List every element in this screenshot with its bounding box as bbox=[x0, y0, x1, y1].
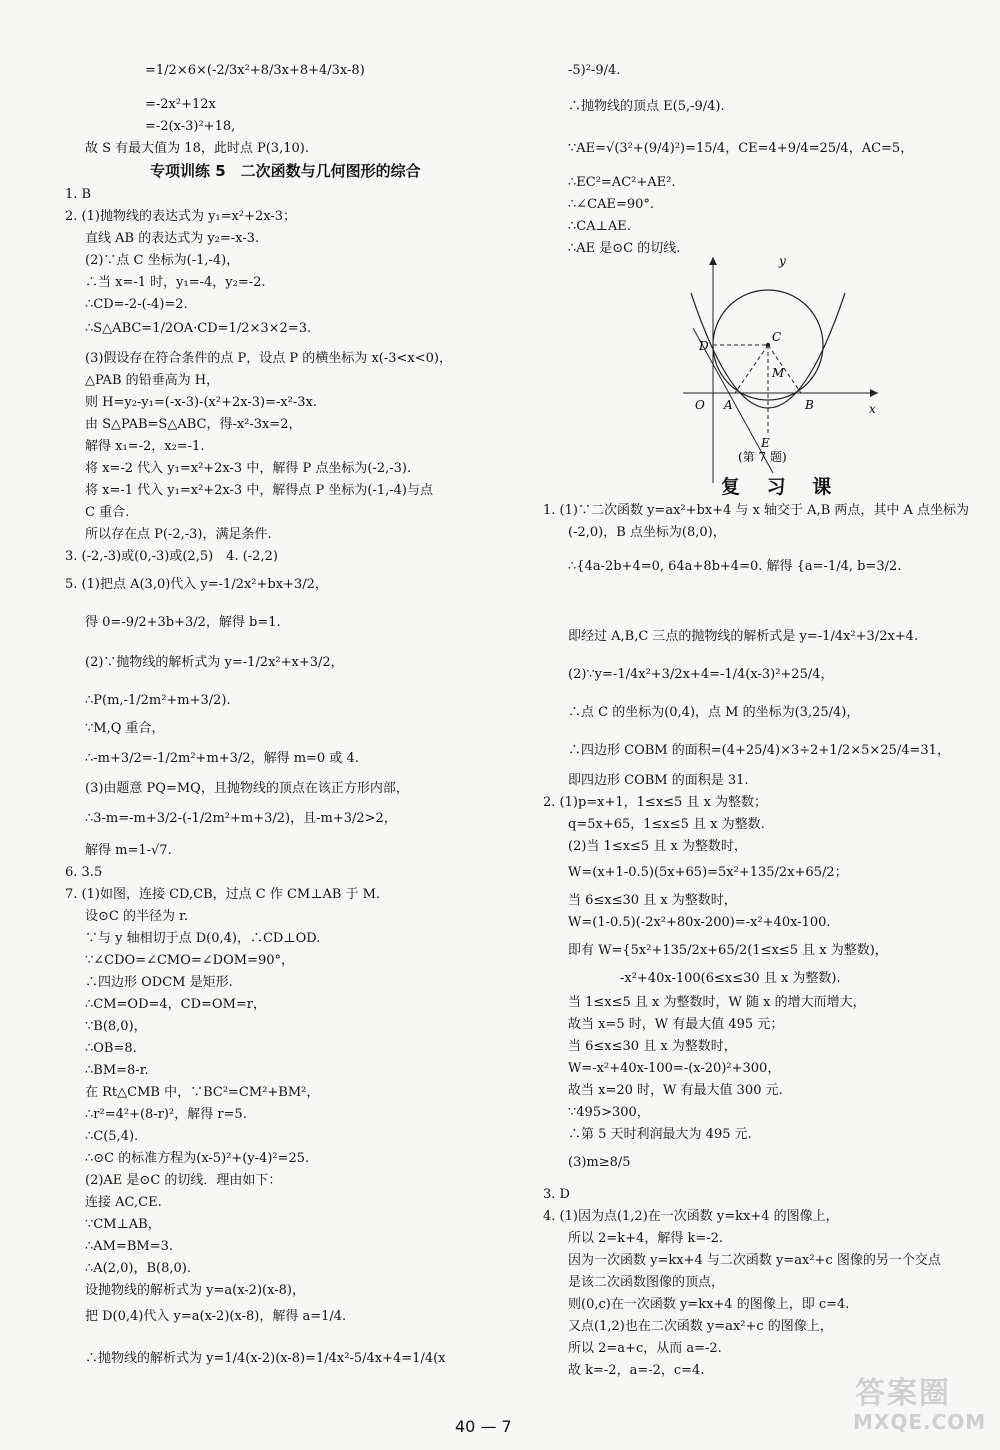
text-line: ∵∠CDO=∠CMO=∠DOM=90°， bbox=[85, 953, 295, 968]
text-line: △PAB 的铅垂高为 H， bbox=[85, 373, 220, 388]
text-line: C 重合. bbox=[85, 505, 130, 520]
text-line: ∴⊙C 的标准方程为(x-5)²+(y-4)²=25. bbox=[85, 1151, 310, 1166]
text-line: ∴A(2,0)，B(8,0). bbox=[85, 1261, 191, 1276]
text-line: ∴AE 是⊙C 的切线. bbox=[568, 241, 681, 256]
text-line: =1/2×6×(-2/3x²+8/3x+8+4/3x-8) bbox=[145, 63, 365, 78]
text-line: (2)当 1≤x≤5 且 x 为整数时， bbox=[568, 839, 747, 854]
text-line: 因为一次函数 y=kx+4 与二次函数 y=ax²+c 图像的另一个交点 bbox=[568, 1253, 941, 1268]
y-axis-label: y bbox=[779, 254, 786, 268]
text-line: ∴抛物线的顶点 E(5,-9/4). bbox=[568, 99, 725, 114]
text-line: =-2x²+12x bbox=[145, 97, 216, 112]
text-line: 由 S△PAB=S△ABC，得-x²-3x=2， bbox=[85, 417, 302, 432]
watermark-url: MXQE.COM bbox=[853, 1410, 987, 1434]
text-line: (2)∵抛物线的解析式为 y=-1/2x²+x+3/2， bbox=[85, 655, 344, 670]
x-axis-label: x bbox=[869, 402, 876, 416]
text-line: ∴CA⊥AE. bbox=[568, 219, 631, 234]
text-line: 4. (1)因为点(1,2)在一次函数 y=kx+4 的图像上， bbox=[543, 1209, 839, 1224]
text-line: 连接 AC,CE. bbox=[85, 1195, 162, 1210]
text-line: 又点(1,2)也在二次函数 y=ax²+c 的图像上， bbox=[568, 1319, 833, 1334]
text-line: ∵B(8,0)， bbox=[85, 1019, 147, 1034]
text-line: 所以 2=k+4，解得 k=-2. bbox=[568, 1231, 724, 1246]
text-line: 7. (1)如图，连接 CD,CB，过点 C 作 CM⊥AB 于 M. bbox=[65, 887, 381, 902]
text-line: (-2,0)，B 点坐标为(8,0)， bbox=[568, 525, 726, 540]
text-line: ∴r²=4²+(8-r)²，解得 r=5. bbox=[85, 1107, 247, 1122]
text-line: 直线 AB 的表达式为 y₂=-x-3. bbox=[85, 231, 260, 246]
text-line: 解得 m=1-√7. bbox=[85, 843, 172, 858]
text-line: ∵495>300， bbox=[568, 1105, 650, 1120]
label-b: B bbox=[805, 398, 814, 412]
text-line: 所以存在点 P(-2,-3)，满足条件. bbox=[85, 527, 272, 542]
text-line: W=-x²+40x-100=-(x-20)²+300， bbox=[568, 1061, 781, 1076]
text-line: 当 6≤x≤30 且 x 为整数时， bbox=[568, 1039, 737, 1054]
text-line: ∴当 x=-1 时，y₁=-4，y₂=-2. bbox=[85, 275, 266, 290]
text-line: (3)假设存在符合条件的点 P，设点 P 的横坐标为 x(-3<x<0)， bbox=[85, 351, 452, 366]
label-c: C bbox=[772, 330, 782, 344]
text-line: ∴BM=8-r. bbox=[85, 1063, 149, 1078]
parabola-circle-figure bbox=[673, 253, 883, 488]
text-line: ∴OB=8. bbox=[85, 1041, 137, 1056]
text-line: 1. (1)∵二次函数 y=ax²+bx+4 与 x 轴交于 A,B 两点，其中 A 点坐标为 bbox=[543, 503, 970, 518]
text-line: ∴抛物线的解析式为 y=1/4(x-2)(x-8)=1/4x²-5/4x+4=1/4(x bbox=[85, 1351, 446, 1366]
text-line: ∵与 y 轴相切于点 D(0,4)，∴CD⊥OD. bbox=[85, 931, 321, 946]
text-line: 则 H=y₂-y₁=(-x-3)-(x²+2x-3)=-x²-3x. bbox=[85, 395, 318, 410]
label-m: M bbox=[772, 366, 785, 380]
text-line: 5. (1)把点 A(3,0)代入 y=-1/2x²+bx+3/2， bbox=[65, 577, 328, 592]
text-line: ∴AM=BM=3. bbox=[85, 1239, 174, 1254]
text-line: ∵AE=√(3²+(9/4)²)=15/4，CE=4+9/4=25/4，AC=5， bbox=[568, 141, 914, 156]
text-line: ∴S△ABC=1/2OA·CD=1/2×3×2=3. bbox=[85, 321, 312, 336]
text-line: W=(1-0.5)(-2x²+80x-200)=-x²+40x-100. bbox=[568, 915, 831, 930]
text-line: 2. (1)抛物线的表达式为 y₁=x²+2x-3； bbox=[65, 209, 297, 224]
text-line: 1. B bbox=[65, 187, 92, 202]
text-line: 设⊙C 的半径为 r. bbox=[85, 909, 189, 924]
text-line: 故当 x=20 时，W 有最大值 300 元. bbox=[568, 1083, 783, 1098]
text-line: -x²+40x-100(6≤x≤30 且 x 为整数). bbox=[568, 971, 841, 986]
text-line: ∴{4a-2b+4=0, 64a+8b+4=0. 解得 {a=-1/4, b=3/2. bbox=[568, 559, 902, 574]
text-line: 是该二次函数图像的顶点， bbox=[568, 1275, 725, 1290]
text-line: 把 D(0,4)代入 y=a(x-2)(x-8)，解得 a=1/4. bbox=[85, 1309, 347, 1324]
text-line: -5)²-9/4. bbox=[568, 63, 621, 78]
text-line: (3)由题意 PQ=MQ，且抛物线的顶点在该正方形内部， bbox=[85, 781, 409, 796]
text-line: ∴P(m,-1/2m²+m+3/2). bbox=[85, 693, 231, 708]
text-line: 即有 W={5x²+135/2x+65/2(1≤x≤5 且 x 为整数)， bbox=[568, 943, 888, 958]
watermark-logo-text: 答案圈 bbox=[855, 1376, 951, 1411]
x-axis-arrow bbox=[870, 389, 878, 397]
site-watermark bbox=[845, 1368, 987, 1440]
section-title: 复 习 课 bbox=[721, 476, 842, 498]
text-line: 故当 x=5 时，W 有最大值 495 元； bbox=[568, 1017, 784, 1032]
text-line: 在 Rt△CMB 中，∵BC²=CM²+BM²， bbox=[85, 1085, 320, 1100]
text-line: (3)m≥8/5 bbox=[568, 1155, 631, 1170]
label-e: E bbox=[761, 436, 770, 450]
y-axis-arrow bbox=[709, 257, 717, 265]
label-o: O bbox=[695, 398, 705, 412]
section-title: 专项训练 5 二次函数与几何图形的综合 bbox=[150, 162, 421, 180]
text-line: ∴EC²=AC²+AE². bbox=[568, 175, 676, 190]
text-line: 6. 3.5 bbox=[65, 865, 103, 880]
text-line: ∴点 C 的坐标为(0,4)，点 M 的坐标为(3,25/4)， bbox=[568, 705, 860, 720]
text-line: 将 x=-1 代入 y₁=x²+2x-3 中，解得点 P 坐标为(-1,-4)与点 bbox=[85, 483, 433, 498]
text-line: ∴CM=OD=4，CD=OM=r， bbox=[85, 997, 267, 1012]
segment-ca bbox=[735, 345, 768, 393]
center-point-c bbox=[766, 343, 770, 347]
text-line: ∴-m+3/2=-1/2m²+m+3/2，解得 m=0 或 4. bbox=[85, 751, 359, 766]
page-number: 40 — 7 bbox=[455, 1417, 512, 1436]
text-line: ∴∠CAE=90°. bbox=[568, 197, 655, 212]
text-line: 故 S 有最大值为 18，此时点 P(3,10). bbox=[85, 141, 309, 156]
text-line: ∴3-m=-m+3/2-(-1/2m²+m+3/2)，且-m+3/2>2， bbox=[85, 811, 397, 826]
geometry-diagram bbox=[673, 253, 883, 488]
text-line: 当 6≤x≤30 且 x 为整数时， bbox=[568, 893, 737, 908]
text-line: ∴第 5 天时利润最大为 495 元. bbox=[568, 1127, 752, 1142]
text-line: 故 k=-2，a=-2，c=4. bbox=[568, 1363, 705, 1378]
text-line: 则(0,c)在一次函数 y=kx+4 的图像上，即 c=4. bbox=[568, 1297, 850, 1312]
text-line: 得 0=-9/2+3b+3/2，解得 b=1. bbox=[85, 615, 281, 630]
text-line: ∴四边形 COBM 的面积=(4+25/4)×3÷2+1/2×5×25/4=31， bbox=[568, 743, 950, 758]
text-line: 设抛物线的解析式为 y=a(x-2)(x-8)， bbox=[85, 1283, 305, 1298]
text-line: ∵CM⊥AB， bbox=[85, 1217, 161, 1232]
text-line: ∴CD=-2-(-4)=2. bbox=[85, 297, 188, 312]
text-line: 即经过 A,B,C 三点的抛物线的解析式是 y=-1/4x²+3/2x+4. bbox=[568, 629, 919, 644]
text-line: ∴四边形 ODCM 是矩形. bbox=[85, 975, 233, 990]
text-line: W=(x+1-0.5)(5x+65)=5x²+135/2x+65/2； bbox=[568, 865, 848, 880]
text-line: 当 1≤x≤5 且 x 为整数时，W 随 x 的增大而增大， bbox=[568, 995, 866, 1010]
text-line: (2)∵y=-1/4x²+3/2x+4=-1/4(x-3)²+25/4， bbox=[568, 667, 834, 682]
figure-caption: (第 7 题) bbox=[738, 450, 787, 464]
text-line: 2. (1)p=x+1，1≤x≤5 且 x 为整数； bbox=[543, 795, 768, 810]
text-line: 将 x=-2 代入 y₁=x²+2x-3 中，解得 P 点坐标为(-2,-3). bbox=[85, 461, 412, 476]
text-line: 即四边形 COBM 的面积是 31. bbox=[568, 773, 749, 788]
text-line: ∵M,Q 重合， bbox=[85, 721, 165, 736]
text-line: (2)∵点 C 坐标为(-1,-4)， bbox=[85, 253, 240, 268]
text-line: 3. D bbox=[543, 1187, 570, 1202]
text-line: =-2(x-3)²+18, bbox=[145, 119, 236, 134]
text-line: (2)AE 是⊙C 的切线．理由如下： bbox=[85, 1173, 282, 1188]
label-d: D bbox=[699, 339, 709, 353]
text-line: 所以 2=a+c，从而 a=-2. bbox=[568, 1341, 722, 1356]
label-a: A bbox=[724, 398, 733, 412]
text-line: 3. (-2,-3)或(0,-3)或(2,5) 4. (-2,2) bbox=[65, 549, 278, 564]
text-line: q=5x+65，1≤x≤5 且 x 为整数. bbox=[568, 817, 765, 832]
text-line: 解得 x₁=-2，x₂=-1. bbox=[85, 439, 205, 454]
text-line: ∴C(5,4). bbox=[85, 1129, 139, 1144]
